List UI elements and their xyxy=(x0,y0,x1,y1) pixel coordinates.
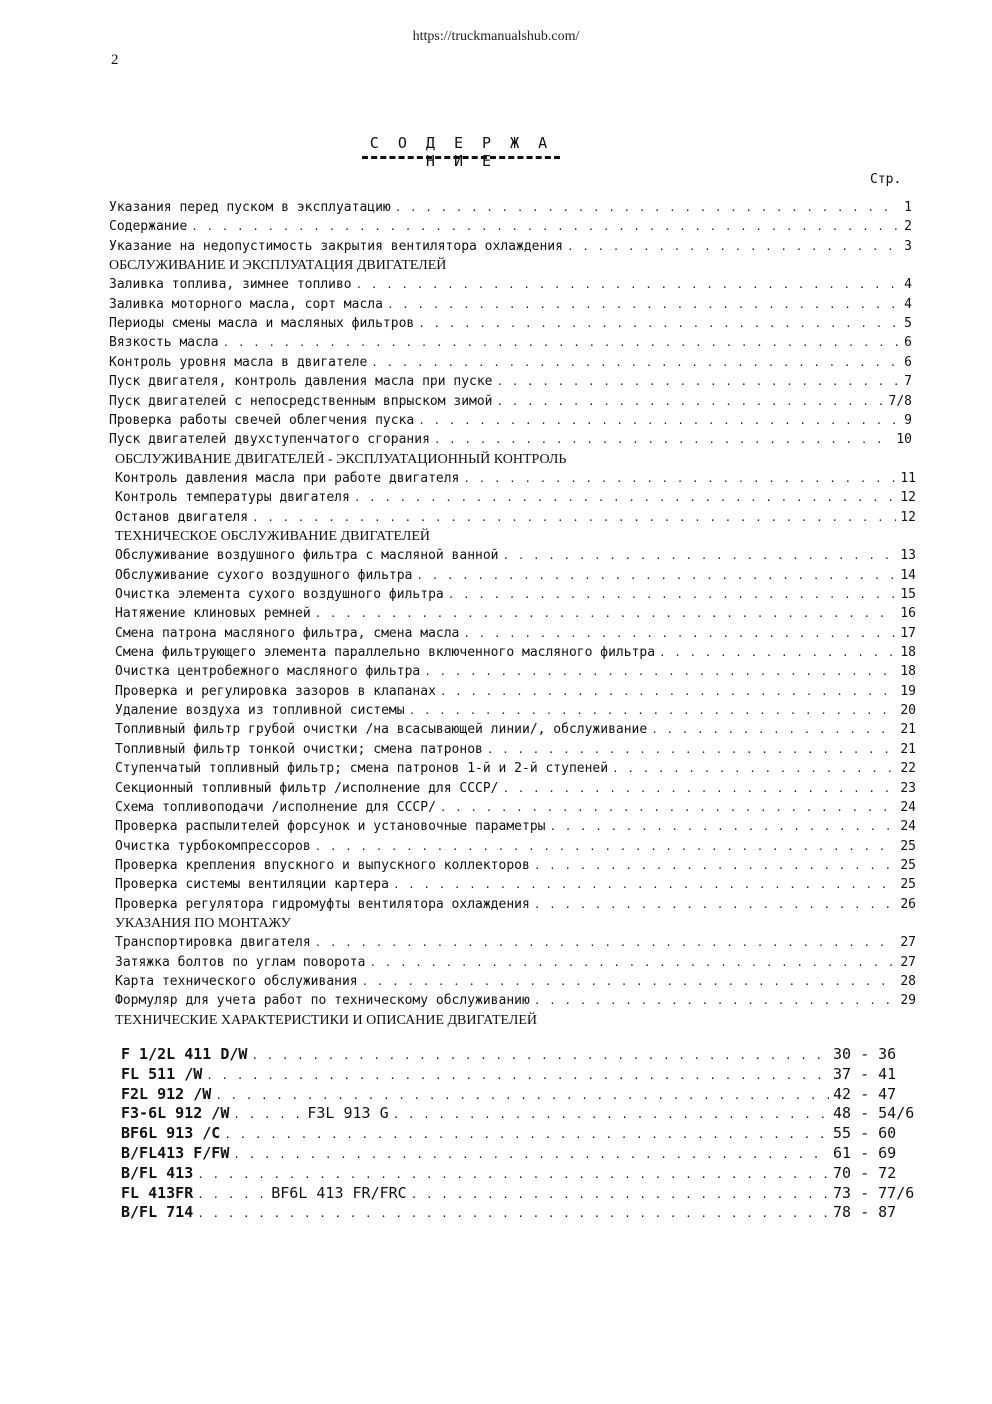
dot-leader xyxy=(534,994,897,1007)
engine-pages: 73 - 77/6 xyxy=(833,1183,915,1202)
toc-entry xyxy=(115,800,916,820)
toc-entry-title: Заливка топлива, зимнее топливо xyxy=(109,277,352,293)
toc-entry-title: Формуляр для учета работ по техническому обслуживанию xyxy=(115,993,530,1009)
page-column-label: Стр. xyxy=(870,172,902,187)
engine-pages: 61 - 69 xyxy=(833,1144,897,1163)
dot-leader xyxy=(497,375,901,388)
toc-entry-title: Проверка распылителей форсунок и установочные параметры xyxy=(115,819,546,835)
toc-entry xyxy=(115,722,916,742)
toc-entry xyxy=(115,587,916,607)
engine-entry xyxy=(121,1124,943,1144)
dot-leader xyxy=(503,782,897,795)
toc-entry xyxy=(109,432,912,452)
toc-entry-page: 22 xyxy=(900,761,916,777)
toc-entry-title: Контроль температуры двигателя xyxy=(115,490,350,506)
toc-entry-page: 24 xyxy=(900,819,916,835)
toc-entry-title: Схема топливоподачи /исполнение для СССР/ xyxy=(115,799,436,815)
toc-entry xyxy=(109,219,912,239)
dot-leader xyxy=(416,569,896,582)
dot-leader xyxy=(395,201,900,214)
toc-entry xyxy=(109,239,912,259)
dot-leader xyxy=(197,1207,829,1220)
toc-entry-page: 21 xyxy=(900,741,916,757)
toc-entry xyxy=(115,471,916,491)
toc-entry-page: 29 xyxy=(900,993,916,1009)
dot-leader xyxy=(418,414,900,427)
engine-model: B/FL 714 xyxy=(121,1203,194,1222)
toc-entry-page: 27 xyxy=(900,954,916,970)
section-heading: ОБСЛУЖИВАНИЕ И ЭКСПЛУАТАЦИЯ ДВИГАТЕЛЕЙ xyxy=(109,258,447,274)
section-heading: ТЕХНИЧЕСКИЕ ХАРАКТЕРИСТИКИ И ОПИСАНИЕ ДВИГАТЕЛЕЙ xyxy=(115,1012,538,1028)
toc-entry-page: 12 xyxy=(900,490,916,506)
toc-entry xyxy=(109,335,912,355)
dot-leader xyxy=(463,627,896,640)
toc-entry-title: Ступенчатый топливный фильтр; смена патронов 1-й и 2-й ступеней xyxy=(115,761,609,777)
dot-leader xyxy=(387,298,900,311)
dot-leader xyxy=(448,588,897,601)
toc-entry xyxy=(115,510,916,530)
engine-model: B/FL413 F/FW xyxy=(121,1144,230,1163)
toc-entry-page: 28 xyxy=(900,974,916,989)
toc-entry-page: 2 xyxy=(904,219,912,235)
toc-entry xyxy=(115,664,916,684)
toc-entry xyxy=(115,877,916,897)
toc-entry xyxy=(115,548,916,568)
toc-entry-title: Натяжение клиновых ремней xyxy=(115,606,311,622)
toc-entry-page: 21 xyxy=(900,722,916,738)
source-url: https://truckmanualshub.com/ xyxy=(412,29,580,44)
dot-leader xyxy=(191,220,900,233)
toc-entry xyxy=(109,413,912,433)
toc-entry-title: Обслуживание воздушного фильтра с масляной ванной xyxy=(115,548,499,564)
toc-entry-page: 24 xyxy=(900,799,916,815)
toc-entry-title: Проверка работы свечей облегчения пуска xyxy=(109,412,415,428)
toc-entry-page: 23 xyxy=(900,780,916,796)
toc-entry-page: 13 xyxy=(900,548,916,564)
dot-leader xyxy=(463,472,896,485)
toc-entry xyxy=(115,568,916,588)
dot-leader xyxy=(206,1069,829,1082)
toc-entry-title: Указание на недопустимость закрытия вентилятора охлаждения xyxy=(109,238,563,254)
dot-leader xyxy=(440,801,896,814)
toc-entry-title: Очистка элемента сухого воздушного фильтра xyxy=(115,587,444,602)
dot-leader xyxy=(411,1188,829,1201)
engine-entry xyxy=(121,1104,943,1124)
engine-entry xyxy=(121,1065,943,1085)
toc-entry xyxy=(115,761,916,781)
engine-entry xyxy=(121,1085,943,1105)
dot-leader xyxy=(354,491,897,504)
dot-leader xyxy=(251,1049,829,1062)
toc-entry-title: Удаление воздуха из топливной системы xyxy=(115,703,405,719)
engine-pages: 55 - 60 xyxy=(833,1124,897,1143)
engine-pages: 42 - 47 xyxy=(833,1084,897,1103)
toc-entry-title: Очистка центробежного масляного фильтра xyxy=(115,664,421,680)
dot-leader xyxy=(440,685,896,698)
dot-leader xyxy=(659,646,896,659)
dot-leader xyxy=(215,1089,829,1102)
dot-leader xyxy=(497,395,885,408)
dot-leader xyxy=(651,723,896,736)
toc-entry-title: Пуск двигателя, контроль давления масла при пуске xyxy=(109,374,493,390)
toc-entry-page: 14 xyxy=(900,567,916,583)
toc-entry-page: 25 xyxy=(900,857,916,873)
toc-entry-page: 20 xyxy=(900,703,916,719)
dot-leader xyxy=(393,1108,829,1121)
engine-entry xyxy=(121,1203,943,1223)
dot-leader xyxy=(409,704,897,717)
engine-entry xyxy=(121,1144,943,1164)
toc-entry-title: Топливный фильтр грубой очистки /на всасывающей линии/, обслуживание xyxy=(115,722,648,738)
engine-entry xyxy=(121,1045,943,1065)
toc-entry-title: Пуск двигателей с непосредственным впрыском зимой xyxy=(109,393,493,409)
engine-model: FL 413FR xyxy=(121,1183,194,1202)
engine-pages: 78 - 87 xyxy=(833,1203,897,1222)
toc-entry xyxy=(115,781,916,801)
toc-entry-page: 15 xyxy=(900,587,916,602)
engine-entry xyxy=(121,1164,943,1184)
toc-entry-title: Проверка системы вентиляции картера xyxy=(115,877,389,893)
toc-entry-page: 25 xyxy=(900,838,916,854)
dot-leader xyxy=(549,820,896,833)
toc-entry-page: 25 xyxy=(900,877,916,893)
section-heading: ОБСЛУЖИВАНИЕ ДВИГАТЕЛЕЙ - ЭКСПЛУАТАЦИОННЫЙ КОНТРОЛЬ xyxy=(115,451,567,467)
engine-pages: 70 - 72 xyxy=(833,1163,897,1182)
engine-pages: 37 - 41 xyxy=(833,1064,897,1083)
toc-entry-page: 4 xyxy=(904,277,912,293)
page-number: 2 xyxy=(111,52,119,68)
toc-entry xyxy=(109,297,912,317)
dot-leader xyxy=(434,433,892,446)
toc-entry-title: Секционный топливный фильтр /исполнение для СССР/ xyxy=(115,780,499,796)
toc-entry-page: 18 xyxy=(900,645,916,661)
toc-entry-page: 4 xyxy=(904,296,912,312)
toc-entry-title: Затяжка болтов по углам поворота xyxy=(115,954,366,970)
engine-entry xyxy=(121,1184,943,1204)
toc-entry xyxy=(115,703,916,723)
dot-leader xyxy=(197,1168,829,1181)
toc-entry xyxy=(115,490,916,510)
toc-entry xyxy=(115,955,916,975)
toc-entry xyxy=(115,626,916,646)
toc-entry-title: Заливка моторного масла, сорт масла xyxy=(109,296,383,312)
toc-entry-title: Смена фильтрующего элемента параллельно включенного масляного фильтра xyxy=(115,645,656,661)
toc-entry-title: Проверка крепления впускного и выпускного коллекторов xyxy=(115,857,530,873)
toc-entry xyxy=(115,897,916,917)
toc-entry-page: 16 xyxy=(900,606,916,622)
title-underline xyxy=(362,156,560,159)
toc-entry xyxy=(109,394,912,414)
toc-entry xyxy=(109,316,912,336)
toc-entry-title: Останов двигателя xyxy=(115,509,249,525)
engine-model: BF6L 913 /C xyxy=(121,1124,221,1143)
dot-leader xyxy=(612,762,896,775)
engine-model-variant: BF6L 413 FR/FRC xyxy=(271,1183,407,1202)
toc-entry xyxy=(109,277,912,297)
dot-leader xyxy=(315,936,897,949)
dot-leader xyxy=(393,878,896,891)
engine-model-variant: F3L 913 G xyxy=(307,1104,389,1123)
dot-leader xyxy=(371,356,900,369)
toc-entry-title: Указания перед пуском в эксплуатацию xyxy=(109,200,391,215)
toc-entry xyxy=(109,374,912,394)
dot-leader xyxy=(534,898,897,911)
dot-leader xyxy=(356,278,901,291)
toc-entry-title: Контроль уровня масла в двигателе xyxy=(109,354,368,370)
dot-leader xyxy=(369,956,896,969)
dot-leader xyxy=(315,607,897,620)
toc-entry-title: Обслуживание сухого воздушного фильтра xyxy=(115,567,413,583)
dot-leader xyxy=(197,1188,267,1201)
toc-entry-title: Контроль давления масла при работе двигателя xyxy=(115,470,460,486)
engine-model: F 1/2L 411 D/W xyxy=(121,1045,248,1064)
toc-entry xyxy=(115,839,916,859)
toc-entry-page: 11 xyxy=(900,470,916,486)
toc-entry-page: 1 xyxy=(904,200,912,215)
dot-leader xyxy=(233,1108,303,1121)
toc-entry xyxy=(115,645,916,665)
toc-entry-page: 7 xyxy=(904,374,912,390)
toc-entry-page: 3 xyxy=(904,238,912,254)
dot-leader xyxy=(252,511,896,524)
toc-entry xyxy=(109,200,912,220)
toc-entry-page: 10 xyxy=(896,432,912,448)
engine-model: FL 511 /W xyxy=(121,1064,203,1083)
dot-leader xyxy=(567,240,900,253)
dot-leader xyxy=(487,743,896,756)
toc-entry-title: Топливный фильтр тонкой очистки; смена патронов xyxy=(115,741,483,757)
toc-entry-title: Проверка и регулировка зазоров в клапанах xyxy=(115,683,436,699)
toc-entry xyxy=(115,993,916,1013)
toc-entry xyxy=(115,858,916,878)
dot-leader xyxy=(418,317,900,330)
toc-entry-title: Транспортировка двигателя xyxy=(115,935,311,951)
dot-leader xyxy=(534,859,897,872)
dot-leader xyxy=(503,549,897,562)
toc-entry-page: 6 xyxy=(904,354,912,370)
toc-entry-page: 27 xyxy=(900,935,916,951)
toc-entry xyxy=(109,355,912,375)
section-heading: ТЕХНИЧЕСКОЕ ОБСЛУЖИВАНИЕ ДВИГАТЕЛЕЙ xyxy=(115,528,431,544)
toc-entry-title: Карта технического обслуживания xyxy=(115,974,358,989)
toc-entry-title: Пуск двигателей двухступенчатого сгорания xyxy=(109,432,430,448)
page-title: С О Д Е Р Ж А Н И Е xyxy=(369,134,553,170)
dot-leader xyxy=(362,975,897,988)
toc-entry-title: Проверка регулятора гидромуфты вентилятора охлаждения xyxy=(115,896,530,912)
dot-leader xyxy=(315,840,897,853)
dot-leader xyxy=(233,1148,829,1161)
toc-entry xyxy=(115,819,916,839)
toc-entry xyxy=(115,606,916,626)
engine-pages: 30 - 36 xyxy=(833,1045,897,1064)
section-heading: УКАЗАНИЯ ПО МОНТАЖУ xyxy=(115,915,291,931)
toc-entry-page: 18 xyxy=(900,664,916,680)
toc-entry-page: 6 xyxy=(904,335,912,351)
toc-entry-title: Содержание xyxy=(109,219,188,235)
dot-leader xyxy=(223,336,901,349)
toc-entry-page: 19 xyxy=(900,683,916,699)
engine-pages: 48 - 54/6 xyxy=(833,1104,915,1123)
engine-model: B/FL 413 xyxy=(121,1163,194,1182)
toc-entry-page: 5 xyxy=(904,316,912,332)
toc-entry-page: 17 xyxy=(900,625,916,641)
toc-entry-title: Периоды смены масла и масляных фильтров xyxy=(109,316,415,332)
dot-leader xyxy=(424,665,896,678)
toc-entry xyxy=(115,684,916,704)
engine-model: F2L 912 /W xyxy=(121,1084,212,1103)
toc-entry-page: 7/8 xyxy=(888,393,912,409)
toc-entry-page: 26 xyxy=(900,896,916,912)
toc-entry-page: 9 xyxy=(904,412,912,428)
toc-entry xyxy=(115,974,916,994)
toc-entry xyxy=(115,935,916,955)
toc-entry-title: Очистка турбокомпрессоров xyxy=(115,838,311,854)
toc-entry xyxy=(115,742,916,762)
toc-entry-title: Вязкость масла xyxy=(109,335,219,351)
toc-entry-page: 12 xyxy=(900,509,916,525)
engine-model: F3-6L 912 /W xyxy=(121,1104,230,1123)
dot-leader xyxy=(224,1128,829,1141)
toc-entry-title: Смена патрона масляного фильтра, смена масла xyxy=(115,625,460,641)
